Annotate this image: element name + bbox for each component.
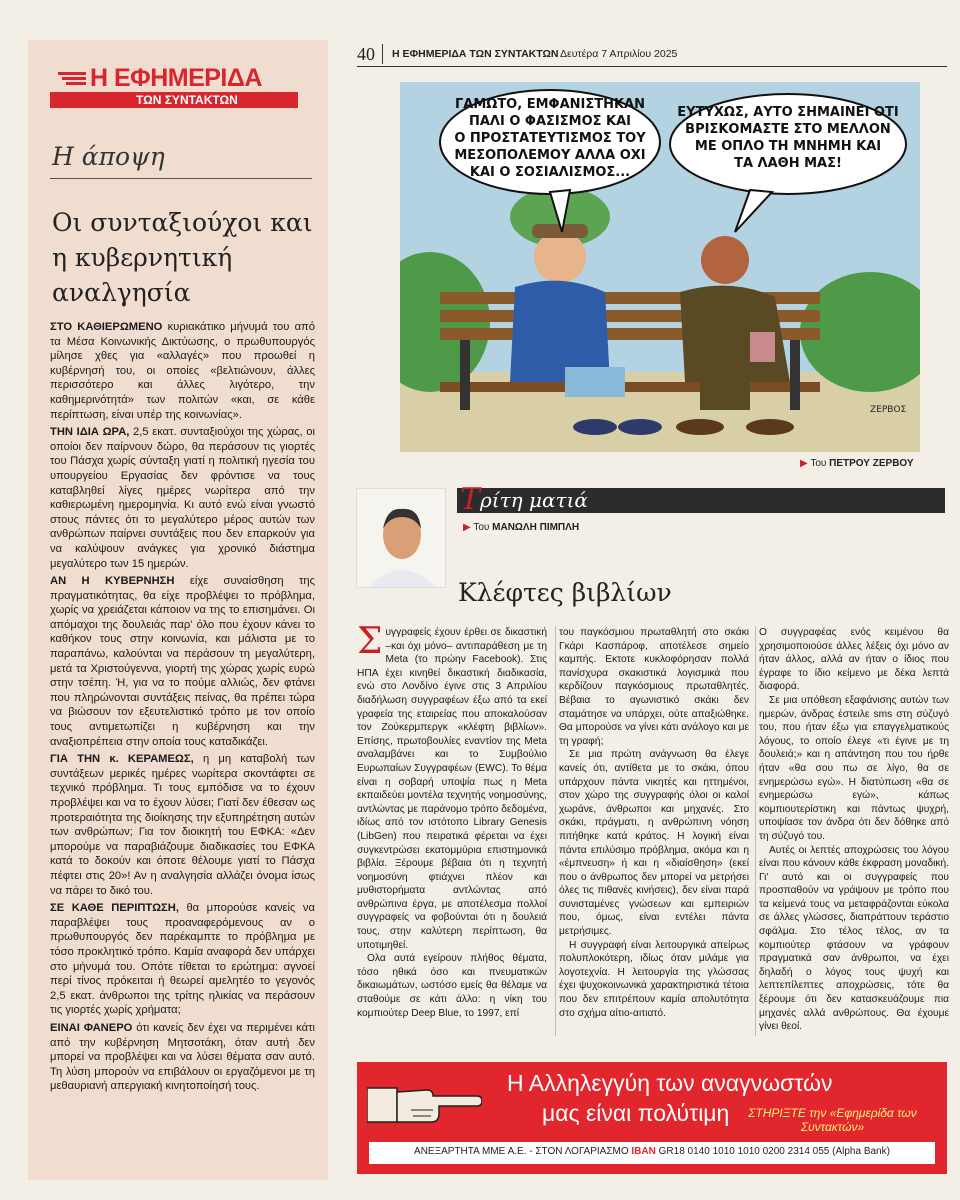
bubble-line: Ο ΠΡΟΣΤΑΤΕΥΤΙΣΜΟΣ ΤΟΥ: [454, 131, 646, 146]
drop-cap: Σ: [357, 621, 383, 662]
bubble-line: ΚΑΙ Ο ΣΟΣΙΑΛΙΣΜΟΣ...: [469, 165, 631, 180]
byline-name: ΜΑΝΩΛΗ ΠΙΜΠΛΗ: [492, 522, 580, 533]
credit-name: ΠΕΤΡΟΥ ΖΕΡΒΟΥ: [829, 458, 914, 469]
paragraph-text: θα μπορούσε κανείς να παραβλέψει τους προαναφερόμενους αν ο πρωθυπουργός δεν παρέκαμπτε το πρόβλημα με τόσο προκλητικό τρόπο. Καμία αναφορά δεν υπάρχει στο μήνυμά του. Οπότε τίθεται το ερώτημα: αγνοεί περί τίνος πρόκειται ή θεωρεί αμελητέο το γεγονός 2,5 εκατ. άνθρωποι της τρίτης ηλικίας να περάσουν τις γιορτές χωρίς χρήματα;: [50, 902, 315, 1017]
bubble-line: ΜΕ ΟΠΛΟ ΤΗ ΜΝΗΜΗ ΚΑΙ: [694, 139, 882, 154]
cartoon-signature: ΖΕΡΒΟΣ: [870, 405, 907, 415]
bank-info-text: [369, 1146, 935, 1157]
page-number: 40: [357, 44, 375, 64]
section-label: Η άποψη: [52, 142, 165, 171]
editorial-body: [50, 320, 315, 1097]
paragraph-text: είχε συναίσθηση της πραγματικότητας, θα είχε προβλέψει το πρόβλημα, χωρίς να χρειάζεται κάποιον να της το επισημάνει. Οι απόμαχοι της δουλειάς παρ' όλο που έχουν κάνει το καθήκον τους στην κοινωνία, και μάλιστα με το παραπάνω, καλούνται να περάσουν τη μεγαλύτερη, μετά τα Χριστούγεννα, γιορτή της χώρας χωρίς ευρώ στην τσέπη. Ή, για να το πούμε αλλιώς, δεν φτάνει που πληρώνονται συντάξεις πείνας, θα πρέπει τώρα να βιώσουν τον εξευτελιστικό τρόπο με τον οποίο τους αντιμετωπίζει η κυβέρνηση και την αναξιοπρέπεια στην οποία τους καταδικάζει.: [50, 575, 315, 748]
cartoon-credit: [800, 458, 914, 469]
byline-prefix: Του: [473, 522, 490, 533]
paragraph-lead: ΣΕ ΚΑΘΕ ΠΕΡΙΠΤΩΣΗ,: [50, 902, 179, 915]
credit-prefix: Του: [810, 458, 827, 469]
bubble-line: ΤΑ ΛΑΘΗ ΜΑΣ!: [734, 156, 842, 171]
article-column-3: [759, 626, 949, 1034]
header-rule: [357, 66, 947, 67]
author-portrait: [357, 489, 446, 588]
cartoon: [400, 82, 920, 452]
section-divider: [50, 178, 312, 179]
bubble-line: ΕΥΤΥΧΩΣ, ΑΥΤΟ ΣΗΜΑΙΝΕΙ ΟΤΙ: [677, 105, 899, 120]
editorial-paragraph: [50, 320, 315, 422]
article-paragraph: του παγκόσμιου πρωταθλητή στο σκάκι Γκάρι Κασπάροφ, αποτέλεσε σημείο καμπής. Εκτοτε κυκλοφόρησαν πολλά πανίσχυρα σκακιστικά λογισμικά που κερδίζουν παγκόσμιους πρωταθλητές. Βέβαια το αγωνιστικό σκάκι δεν σταμάτησε να υπάρχει, ούτε απαξιώθηκε. Θα μπορούσε να γίνει κάτι ανάλογο και με τη γραφή;: [559, 627, 749, 747]
editorial-paragraph: [50, 425, 315, 571]
speech-bubble-left: [440, 96, 660, 181]
bubble-line: ΓΑΜΩΤΟ, ΕΜΦΑΝΙΣΤΗΚΑΝ: [454, 97, 645, 112]
bank-name: (Alpha Bank): [832, 1146, 890, 1157]
paragraph-text: κυριακάτικο μήνυμά του από τα Μέσα Κοινωνικής Δικτύωσης, ο πρωθυπουργός μίλησε χθες για «αλλαγές» που προωθεί η κυβέρνησή του, οι οποίες «βελτιώνουν, άλλες περισσότερο και άλλες λιγότερο, την καθημερινότητά» των πολιτών «και, σε κάθε περίπτωση, είναι υπέρ της κοινωνίας».: [50, 321, 315, 421]
header-divider: [382, 44, 383, 64]
ad-call-to-action[interactable]: ΣΤΗΡΙΞΤΕ την «Εφημερίδα των Συντακτών»: [748, 1106, 917, 1134]
solidarity-ad-banner[interactable]: [357, 1062, 947, 1174]
paragraph-text: 2,5 εκατ. συνταξιούχοι της χώρας, οι οποίοι δεν παίρνουν δώρο, θα περάσουν τις γιορτές του Πάσχα χωρίς σύνταξη γιατί η πολιτική ηγεσία του υπουργείου Εργασίας δεν φρόντισε να τους καταβληθεί λίγες ημέρες νωρίτερα από την καθιερωμένη ημερομηνία. Κι αυτό ενώ είναι γνωστό στους πάντες ότι το μεγαλύτερο μέρος αυτών των ανθρώπων παίρνει συντάξεις που δεν επαρκούν για να καλύψουν ανάγκες για χρονικό διάστημα μεγαλύτερο των 15 ημερών.: [50, 426, 315, 570]
article-column-2: [559, 626, 749, 1020]
column-separator: [755, 626, 756, 1036]
paragraph-lead: ΑΝ Η ΚΥΒΕΡΝΗΣΗ: [50, 575, 175, 588]
editorial-title: Οι συνταξιούχοι και η κυβερνητική αναλγησία: [52, 208, 313, 307]
article-title: Κλέφτες βιβλίων: [458, 578, 672, 607]
pointing-hand-icon: [367, 1070, 482, 1140]
bank-info-strip: [369, 1142, 935, 1164]
speech-bubble-right: [670, 104, 906, 172]
bubble-line: ΠΑΛΙ Ο ΦΑΣΙΣΜΟΣ ΚΑΙ: [468, 114, 632, 129]
ad-headline: Η Αλληλεγγύη των αναγνωστών: [507, 1070, 833, 1096]
article-paragraph: [357, 621, 547, 952]
masthead-title: Η ΕΦΗΜΕΡΙΔΑ: [90, 64, 262, 92]
iban-label: IBAN: [631, 1146, 656, 1157]
article-paragraph: Η συγγραφή είναι λειτουργικά απείρως πολυπλοκότερη, ιδίως όταν μιλάμε για λογοτεχνία. Η λειτουργία της γλώσσας έχει ψυχοκοινωνικά χαρακτηριστικά τέτοια που δεν επιτρέπουν καμία απολυτότητα στο σχήμα αίτιο-αιτιατό.: [559, 939, 749, 1019]
masthead-arrow-icon: [58, 70, 88, 86]
bubble-line: ΒΡΙΣΚΟΜΑΣΤΕ ΣΤΟ ΜΕΛΛΟΝ: [685, 122, 891, 137]
paragraph-lead: ΤΗΝ ΙΔΙΑ ΩΡΑ,: [50, 426, 130, 439]
editorial-paragraph: [50, 1021, 315, 1094]
paragraph-text: η μη καταβολή των συντάξεων μερικές ημέρες νωρίτερα σκοντάφτει σε τεχνικό πρόβλημα. Τι τους εμπόδισε να το έχουν προβλέψει και να το έχουν λύσει; Γιατί δεν έθεσαν ως προτεραιότητα της διοίκησης την εξυπηρέτηση αυτών των ανθρώπων; Για τον διοικητή του ΕΦΚΑ: «Δεν μπορούμε να παραβιάζουμε διαδικασίες του ΕΦΚΑ κατά το δοκούν και όποτε θέλουμε γιατί το Πάσχα πέφτει στις 20»! Αν η αναλγησία αλλάζει όνομα ίσως να πάρει το δικό του.: [50, 753, 315, 897]
paragraph-text: ότι κανείς δεν έχει να περιμένει κάτι από την κυβέρνηση Μητσοτάκη, όταν αυτή δεν μπορεί να προβλέψει και να λύσει θέματα σαν αυτό. Τη λύση μπορούν να επιβάλουν οι εργαζόμενοι με τη μεθαυριανή απεργιακή κινητοποίησή τους.: [50, 1021, 315, 1093]
triangle-bullet-icon: ▶: [463, 522, 471, 533]
column-name-initial: Τ: [460, 482, 481, 517]
author-photo: [356, 488, 446, 588]
article-column-1: [357, 621, 547, 1020]
paragraph-lead: ΓΙΑ ΤΗΝ κ. ΚΕΡΑΜΕΩΣ,: [50, 753, 194, 766]
editorial-paragraph: [50, 901, 315, 1018]
article-paragraph: Ολα αυτά εγείρουν πλήθος θέματα, τόσο ηθικά όσο και πνευματικών δικαιωμάτων, ωστόσο εμείς θα θέλαμε να σταθούμε σε κάτι άλλο: η νίκη του κομπιούτερ Deep Blue, το 1997, επί: [357, 953, 547, 1019]
header-date: Δευτέρα 7 Απριλίου 2025: [560, 48, 678, 60]
article-paragraph: Σε μια πρώτη ανάγνωση θα έλεγε κανείς ότι, αντίθετα με το σκάκι, όπου υπάρχουν πάντα νικητές και ηττημένοι, στον χώρο της συγγραφής όλοι οι καλοί χωράνε, άνθρωποι και μηχανές. Στο σκάκι, πράγματι, η ανθρώπινη νόηση πιτήθηκε κατά κράτος. Η λογική είναι πάντα επιλύσιμο πρόβλημα, ακόμα και η «έμπνευση» ή και η «διαίσθηση» (εκεί που ο άνθρωπος δεν μπορεί να μετρήσει όλες τις πιθανές κινήσεις), δεν είναι παρά συνισταμένες γνώσεων και εμπειριών που, όμως, είναι εντέλει πάντα μετρήσιμες.: [559, 749, 749, 938]
paragraph-lead: ΕΙΝΑΙ ΦΑΝΕΡΟ: [50, 1021, 133, 1034]
paragraph-lead: ΣΤΟ ΚΑΘΙΕΡΩΜΕΝΟ: [50, 321, 163, 333]
iban-value: GR18 0140 1010 1010 0200 2314 055: [658, 1146, 830, 1157]
paragraph-text: υγγραφείς έχουν έρθει σε δικαστική –και όχι μόνο– αντιπαράθεση με τη Meta (το πρώην Facebook). Στις ΗΠΑ έχει κινηθεί δικαστική διαδικασία, ενώ στο Λονδίνο έγινε στις 3 Απριλίου διαδήλωση συγγραφέων έξω από τα εκεί γραφεία της εταιρείας που αποκαλούσαν τον Ζούκερμπεργκ «κλέφτη βιβλίων». Επίσης, πρωτοβουλίες εναντίον της Meta αναλαμβάνει και το Συμβούλιο Ευρωπαίων Συγγραφέων (EWC). Το θέμα είναι η σοβαρή υποψία πως η Meta εκπαιδεύει μοντέλα τεχνητής νοημοσύνης, αντλώντας με παράνομο τρόπο δεδομένα, ιδίως από τον ιστότοπο Library Genesis (LibGen) που πειρατικά φέρεται να έχει συγκεντρώσει εκατομμύρια επιστημονικά βιβλία. Ξέρουμε βέβαια ότι η τεχνητή νοημοσύνη φτιάχνει πλέον και μυθιστορήματα αντλώντας από ανθρώπινα έργα, με αποτέλεσμα πολλοί συγγραφείς να φοβούνται ότι η δουλειά τους, στην καλύτερη περίπτωση, θα υποτιμηθεί.: [357, 627, 547, 951]
column-separator: [555, 626, 556, 1036]
bank-prefix: ΑΝΕΞΑΡΤΗΤΑ ΜΜΕ Α.Ε. - ΣΤΟΝ ΛΟΓΑΡΙΑΣΜΟ: [414, 1146, 629, 1157]
article-paragraph: Ο συγγραφέας ενός κειμένου θα χρησιμοποιούσε άλλες λέξεις όχι μόνο αν ήταν άλλος, αλλά αν ήταν ο ίδιος που έγραφε το ίδιο κείμενο με δέκα λεπτά διαφορά.: [759, 627, 949, 693]
masthead-subtitle: ΤΩΝ ΣΥΝΤΑΚΤΩΝ: [136, 93, 238, 107]
bubble-line: ΜΕΣΟΠΟΛΕΜΟΥ ΑΛΛΑ ΟΧΙ: [454, 148, 646, 163]
column-byline: [463, 522, 579, 533]
header-paper-name: Η ΕΦΗΜΕΡΙΔΑ ΤΩΝ ΣΥΝΤΑΚΤΩΝ: [392, 48, 559, 60]
column-name: ρίτη ματιά: [480, 488, 588, 512]
article-paragraph: Αυτές οι λεπτές αποχρώσεις του λόγου είναι που κάνουν κάθε έκφραση μοναδική. Γι' αυτό και οι συγγραφείς που προσπαθούν να γράψουν με τρόπο που τα κείμενά τους να μεταφράζονται εύκολα σε άλλες γλώσσες, διαπράττουν τεράστιο σφάλμα. Στο τέλος τέλος, αν τα κομπιούτερ φτάσουν να γράφουν πραγματικά σαν άνθρωποι, να έχει δηλαδή ο λόγος τους ψυχή και λεπτεπίλεπτες αποχρώσεις, τότε θα ξέρουμε ότι δεν κατασκευάζουμε πια μηχανές αλλά ανθρώπους. Θα έχουμε γίνει θεοί.: [759, 844, 949, 1033]
editorial-paragraph: [50, 574, 315, 749]
masthead-logo: [50, 60, 298, 108]
ad-subheadline: μας είναι πολύτιμη: [542, 1100, 730, 1126]
triangle-bullet-icon: ▶: [800, 458, 808, 469]
article-paragraph: Σε μια υπόθεση εξαφάνισης αυτών των ημερών, άνδρας έστειλε sms στη σύζυγό του, που ήταν έξω για επαγγελματικούς λόγους, το οποίο έλεγε «τι έγινε με τη δουλειά;» και η απάντηση που του ήρθε ήταν «θα σου πω σε λίγο, θα σε ενημερώσω εγώ». Η διατύπωση «θα σε ενημερώσω εγώ», κάπως κομπιουτερίστικη και πάντως ψυχρή, υποψίασε τον άνδρα ότι δεν δόθηκε από τη σύζυγό του.: [759, 694, 949, 842]
editorial-paragraph: [50, 752, 315, 898]
